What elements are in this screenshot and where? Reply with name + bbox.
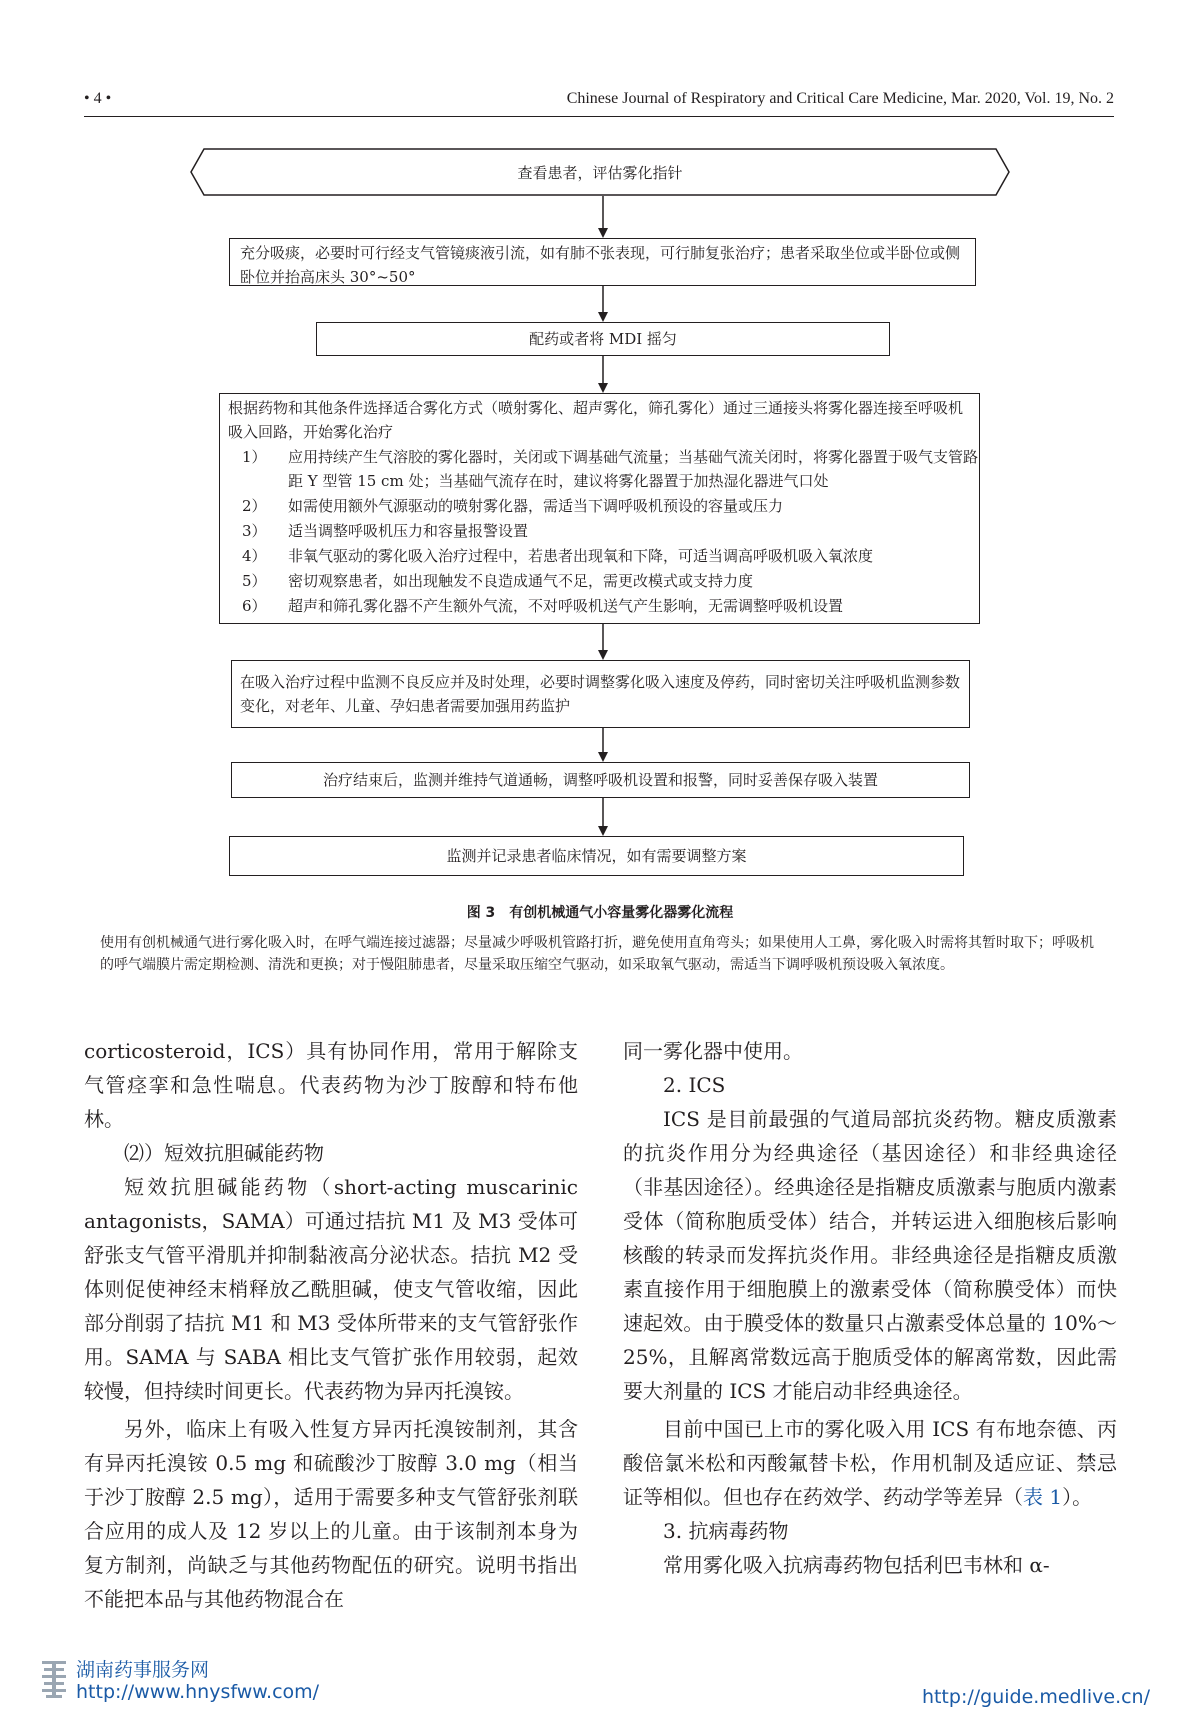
arrow-5 [598,728,608,762]
list-item: 5） 密切观察患者，如出现触发不良造成通气不足，需更改模式或支持力度 [242,572,754,590]
paragraph: 短效抗胆碱能药物（short-acting muscarinic antagonists，SAMA）可通过拮抗 M1 及 M3 受体可舒张支气管平滑肌并抑制黏液高分泌状态。拮抗 M2 受体则促使神经末梢释放乙酰胆碱，使支气管收缩，因此部分削弱了拮抗 M1 和 M3 受体所带来的支气管舒张作用。SAMA 与 SABA 相比支气管扩张作用较弱，起效较慢，但持续时间更长。代表药物为异丙托溴铵。 [84,1175,578,1403]
arrow-3 [598,355,608,393]
list-item: 3） 适当调整呼吸机压力和容量报警设置 [242,522,529,540]
list-item: 4） 非氧气驱动的雾化吸入治疗过程中，若患者出现氧和下降，可适当调高呼吸机吸入氧浓度 [242,547,874,565]
watermark-site-name: 湖南药事服务网 [76,1659,210,1681]
flow-step-2-text: 配药或者将 MDI 摇匀 [529,330,677,348]
table-reference-link[interactable]: 表 1 [1023,1485,1063,1509]
arrow-4 [598,624,608,660]
flow-step-6-text: 监测并记录患者临床情况，如有需要调整方案 [446,847,747,865]
section-heading: 3. 抗病毒药物 [663,1519,789,1543]
paragraph: ICS 是目前最强的气道局部抗炎药物。糖皮质激素的抗炎作用分为经典途径（基因途径）和非经典途径（非基因途径）。经典途径是指糖皮质激素与胞质内激素受体（简称胞质受体）结合，并转运进入细胞核后影响核酸的转录而发挥抗炎作用。非经典途径是指糖皮质激素直接作用于细胞膜上的激素受体（简称膜受体）而快速起效。由于膜受体的数量只占激素受体总量的 10%～25%，且解离常数远高于胞质受体的解离常数，因此需要大剂量的 ICS 才能启动非经典途径。 [623,1107,1117,1403]
paragraph: 同一雾化器中使用。 [623,1039,803,1063]
journal-citation: Chinese Journal of Respiratory and Critical Care Medicine, Mar. 2020, Vol. 19, No. 2 [566,90,1114,107]
flow-start-label: 查看患者，评估雾化指针 [517,163,683,182]
flow-step-2 [316,322,890,356]
right-column [623,1034,1117,1582]
flow-step-3 [219,393,980,624]
paragraph: corticosteroid，ICS）具有协同作用，常用于解除支气管痉挛和急性喘息。代表药物为沙丁胺醇和特布他林。 [84,1039,578,1131]
section-heading: 2. ICS [663,1073,726,1097]
flow-step-1 [229,238,976,286]
flow-step-5 [231,762,970,798]
arrow-6 [598,798,608,836]
flow-step-4 [231,660,970,728]
arrow-2 [598,286,608,322]
site-logo-icon [40,1659,68,1699]
flow-step-5-text: 治疗结束后，监测并维持气道通畅，调整呼吸机设置和报警，同时妥善保存吸入装置 [322,771,878,789]
paragraph: 另外，临床上有吸入性复方异丙托溴铵制剂，其含有异丙托溴铵 0.5 mg 和硫酸沙丁胺醇 3.0 mg（相当于沙丁胺醇 2.5 mg），适用于需要多种支气管舒张剂联合应用的成人及 12 岁以上的儿童。由于该制剂本身为复方制剂，尚缺乏与其他药物配伍的研究。说明书指出不能把本品与其他药物混合在 [84,1417,578,1611]
flow-step-4-text: 在吸入治疗过程中监测不良反应并及时处理，必要时调整雾化吸入速度及停药，同时密切关注呼吸机监测参数变化，对老年、儿童、孕妇患者需要加强用药监护 [240,673,961,715]
arrow-1 [598,196,608,238]
flow-step-1-text: 充分吸痰，必要时可行经支气管镜痰液引流，如有肺不张表现，可行肺复张治疗；患者采取坐位或半卧位或侧卧位并抬高床头 30°~50° [240,244,961,286]
watermark-site-url[interactable]: http://www.hnysfww.com/ [76,1681,320,1703]
flow-start-node [190,148,1010,196]
figure-note: 使用有创机械通气进行雾化吸入时，在呼气端连接过滤器；尽量减少呼吸机管路打折，避免使用直角弯头；如果使用人工鼻，雾化吸入时需将其暂时取下；呼吸机的呼气端膜片需定期检测、清洗和更换；对于慢阻肺患者，尽量采取压缩空气驱动，如采取氧气驱动，需适当下调呼吸机预设吸入氧浓度。 [100,935,1094,973]
flow-step-6 [229,836,964,876]
left-column [84,1034,578,1616]
section-heading: ⑵）短效抗胆碱能药物 [124,1141,324,1165]
flow-step-3-list [220,445,979,618]
list-item: 1） 应用持续产生气溶胶的雾化器时，关闭或下调基础气流量；当基础气流关闭时，将雾化器置于吸气支管路距 Y 型管 15 cm 处；当基础气流存在时，建议将雾化器置于加热湿化器进气口处 [242,448,979,490]
paragraph: 目前中国已上市的雾化吸入用 ICS 有布地奈德、丙酸倍氯米松和丙酸氟替卡松，作用机制及适应证、禁忌证等相似。但也存在药效学、药动学等差异（表 1）。 [623,1417,1117,1509]
watermark-right-url[interactable]: http://guide.medlive.cn/ [921,1686,1150,1708]
list-item: 2） 如需使用额外气源驱动的喷射雾化器，需适当下调呼吸机预设的容量或压力 [242,497,784,515]
figure-title: 图 3 有创机械通气小容量雾化器雾化流程 [466,905,734,921]
flow-step-3-intro: 根据药物和其他条件选择适合雾化方式（喷射雾化、超声雾化，筛孔雾化）通过三通接头将雾化器连接至呼吸机吸入回路，开始雾化治疗 [228,399,964,441]
page-number: • 4 • [84,90,112,107]
list-item: 6） 超声和筛孔雾化器不产生额外气流，不对呼吸机送气产生影响，无需调整呼吸机设置 [242,597,844,615]
paragraph: 常用雾化吸入抗病毒药物包括利巴韦林和 α- [663,1553,1050,1577]
